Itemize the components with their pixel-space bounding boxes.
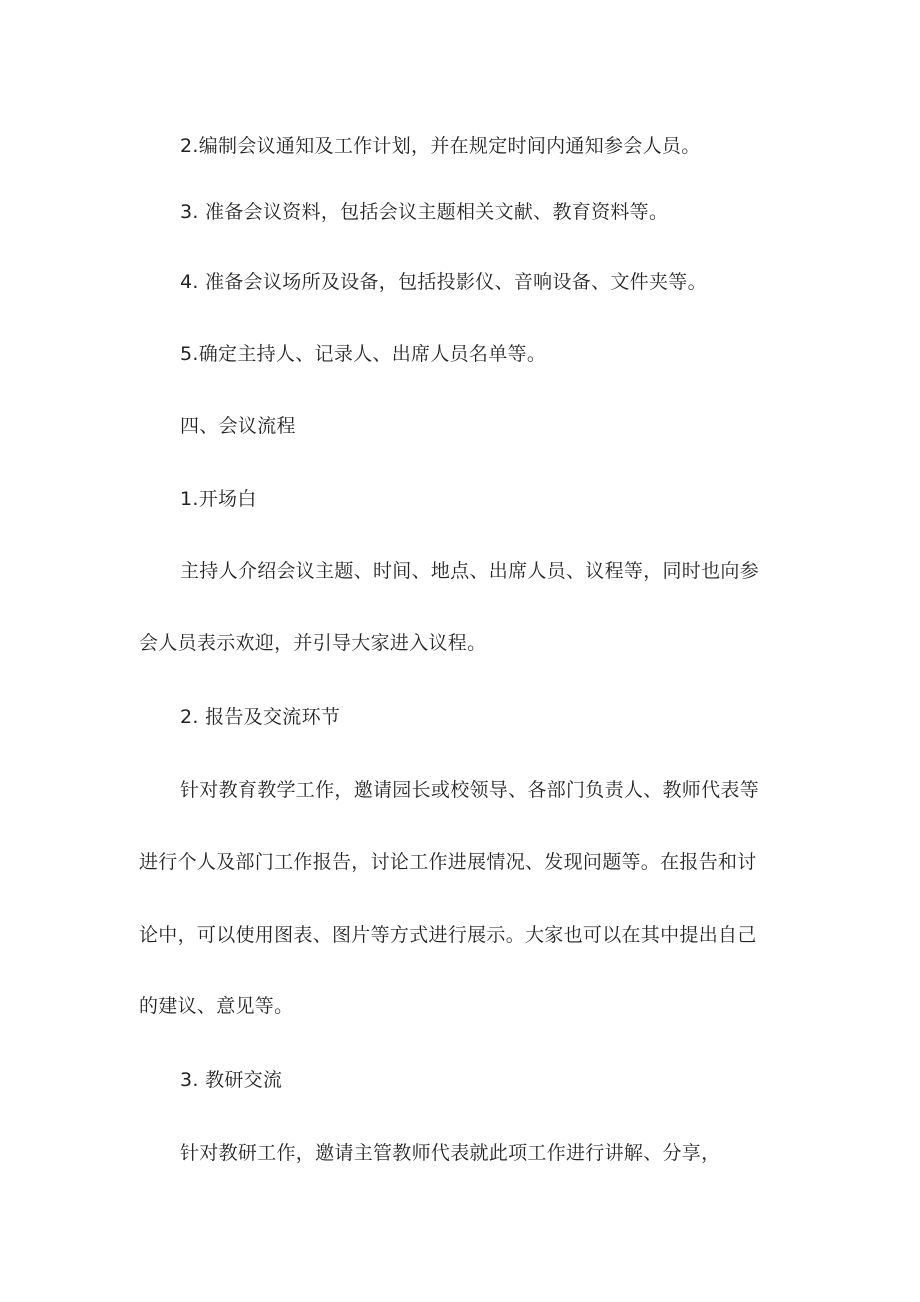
list-item-3-materials: 3. 准备会议资料，包括会议主题相关文献、教育资料等。 [180,201,669,223]
list-item-2-notice: 2.编制会议通知及工作计划，并在规定时间内通知参会人员。 [180,135,701,157]
subheading-report-exchange: 2. 报告及交流环节 [180,706,341,728]
section-heading-meeting-process: 四、会议流程 [180,415,296,437]
paragraph-report-line-2: 进行个人及部门工作报告，讨论工作进展情况、发现问题等。在报告和讨 [139,851,757,873]
list-item-5-roles: 5.确定主持人、记录人、出席人员名单等。 [180,343,547,365]
list-item-4-venue: 4. 准备会议场所及设备，包括投影仪、音响设备、文件夹等。 [180,271,707,293]
paragraph-report-line-3: 论中，可以使用图表、图片等方式进行展示。大家也可以在其中提出自己 [139,924,757,946]
subheading-opening: 1.开场白 [180,488,257,510]
subheading-teaching-research: 3. 教研交流 [180,1069,283,1091]
paragraph-opening-line-2: 会人员表示欢迎，并引导大家进入议程。 [139,632,487,654]
paragraph-opening-line-1: 主持人介绍会议主题、时间、地点、出席人员、议程等，同时也向参 [180,560,760,582]
paragraph-research-line-1: 针对教研工作，邀请主管教师代表就此项工作进行讲解、分享， [180,1142,721,1164]
paragraph-report-line-4: 的建议、意见等。 [139,995,294,1017]
paragraph-report-line-1: 针对教育教学工作，邀请园长或校领导、各部门负责人、教师代表等 [180,779,760,801]
